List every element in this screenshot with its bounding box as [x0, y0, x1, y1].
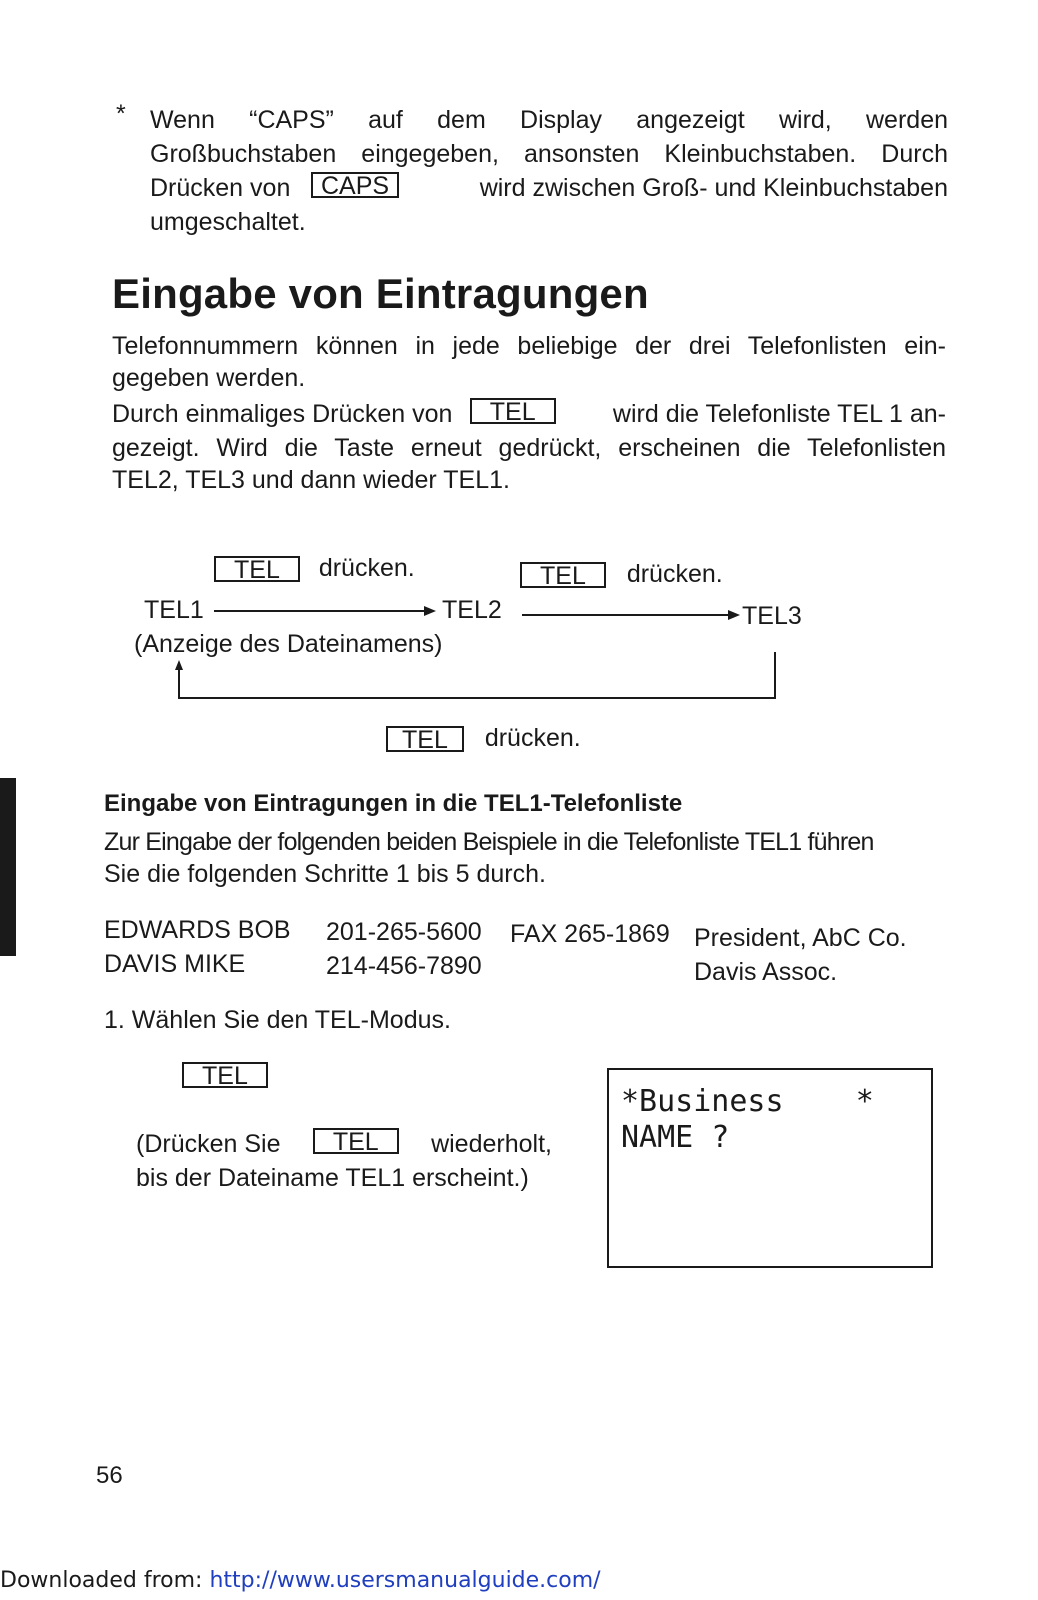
subsection-line-1: Zur Eingabe der folgenden beiden Beispiele in die Telefonliste TEL1 führen [104, 828, 874, 856]
lcd-line-1: *Business * [621, 1084, 874, 1119]
caps-key-icon: CAPS [311, 172, 399, 198]
section-p2-line-1-post: wird die Telefonliste TEL 1 an- [612, 400, 946, 428]
subsection-line-2: Sie die folgenden Schritte 1 bis 5 durch. [104, 860, 546, 888]
footer-link[interactable]: http://www.usersmanualguide.com/ [209, 1568, 601, 1593]
section-p2-line-3: TEL2, TEL3 und dann wieder TEL1. [112, 466, 510, 494]
example-info: Davis Assoc. [694, 958, 838, 986]
note-line-3-post: wird zwischen Groß- und Kleinbuchstaben [479, 174, 948, 202]
side-tab-marker [0, 778, 16, 956]
lcd-line-2: NAME ? [621, 1120, 730, 1155]
note-star: * [116, 100, 126, 128]
lcd-display [607, 1068, 933, 1268]
note-line-3-pre: Drücken von [150, 174, 291, 202]
step-1-hint-line-2: bis der Dateiname TEL1 erscheint.) [136, 1164, 529, 1192]
step-1-hint-line-1 [136, 1128, 552, 1160]
example-fax: FAX 265-1869 [510, 920, 670, 948]
tel-key-icon: TEL [386, 726, 464, 752]
arrow-right-icon [728, 610, 740, 620]
step-1-hint-pre: (Drücken Sie [136, 1130, 281, 1158]
example-phone: 214-456-7890 [326, 952, 482, 980]
example-phone: 201-265-5600 [326, 918, 482, 946]
subsection-title: Eingabe von Eintragungen in die TEL1-Telefonliste [104, 790, 683, 817]
diagram-tel2: TEL2 [442, 596, 502, 624]
section-p1-line-2: gegeben werden. [112, 364, 306, 392]
section-p1-line-1: Telefonnummern können in jede beliebige der drei Telefonlisten ein- [112, 332, 946, 360]
arrow-tel2-tel3-line [522, 614, 732, 616]
note-line-1: Wenn “CAPS” auf dem Display angezeigt wird, werden [150, 106, 948, 134]
diagram-press-1 [214, 552, 415, 584]
diagram-tel3: TEL3 [742, 602, 802, 630]
diagram-press-3 [386, 722, 581, 754]
press-label: drücken. [318, 554, 415, 582]
footer-prefix: Downloaded from: [0, 1568, 203, 1593]
tel-key-icon: TEL [470, 398, 556, 424]
tel-key-icon: TEL [182, 1062, 268, 1088]
tel-key-icon: TEL [520, 562, 606, 588]
step-1-label: 1. Wählen Sie den TEL-Modus. [104, 1006, 451, 1034]
tel-key-icon: TEL [214, 556, 300, 582]
step-1-key [182, 1058, 268, 1090]
arrow-right-icon [424, 606, 436, 616]
note-line-2: Großbuchstaben eingegeben, ansonsten Kleinbuchstaben. Durch [150, 140, 948, 168]
arrow-tel1-tel2-line [214, 610, 428, 612]
example-name: EDWARDS BOB [104, 916, 291, 944]
section-title: Eingabe von Eintragungen [112, 270, 649, 317]
loop-left-line [178, 668, 180, 698]
diagram-press-2 [520, 558, 723, 590]
press-label: drücken. [626, 560, 723, 588]
page-number: 56 [96, 1462, 123, 1489]
footer [0, 1568, 601, 1593]
note-line-3 [150, 172, 948, 204]
example-name: DAVIS MIKE [104, 950, 246, 978]
press-label: drücken. [484, 724, 581, 752]
step-1-hint-post: wiederholt, [431, 1130, 552, 1158]
section-p2-line-2: gezeigt. Wird die Taste erneut gedrückt, erscheinen die Telefonlisten [112, 434, 946, 462]
example-info: President, AbC Co. [694, 924, 907, 952]
note-line-4: umgeschaltet. [150, 208, 306, 236]
section-p2-line-1 [112, 398, 946, 430]
diagram-caption: (Anzeige des Dateinamens) [134, 630, 443, 658]
loop-bottom-line [178, 697, 776, 699]
loop-right-line [774, 652, 776, 698]
diagram-tel1: TEL1 [144, 596, 204, 624]
section-p2-line-1-pre: Durch einmaliges Drücken von [112, 400, 453, 428]
tel-key-icon: TEL [313, 1128, 399, 1154]
